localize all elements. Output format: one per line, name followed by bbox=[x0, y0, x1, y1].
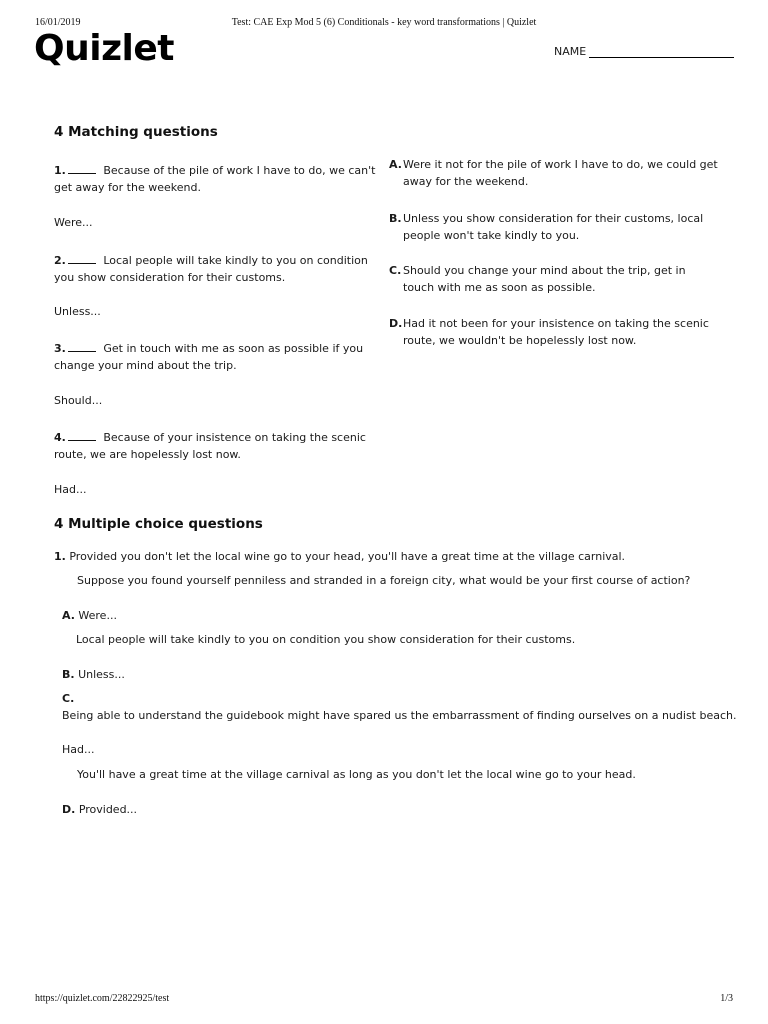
mc-question-1 bbox=[54, 548, 625, 565]
question-hint: Unless... bbox=[54, 305, 101, 318]
matching-question-1 bbox=[54, 162, 384, 196]
print-title: Test: CAE Exp Mod 5 (6) Conditionals - key word transformations | Quizlet bbox=[231, 17, 537, 28]
matching-heading: 4 Matching questions bbox=[54, 124, 218, 140]
question-text: Provided you don't let the local wine go to your head, you'll have a great time at the village carnival. bbox=[69, 550, 626, 563]
choice-letter: B. bbox=[62, 668, 75, 681]
matching-question-2 bbox=[54, 252, 384, 286]
option-text: Should you change your mind about the trip, get in touch with me as soon as possible. bbox=[403, 264, 686, 294]
name-field[interactable] bbox=[589, 57, 734, 58]
choice-text: Provided... bbox=[78, 803, 138, 816]
mc-line: You'll have a great time at the village carnival as long as you don't let the local wine go to your head. bbox=[77, 768, 636, 781]
question-number: 1. bbox=[54, 164, 66, 177]
print-date: 16/01/2019 bbox=[35, 17, 81, 28]
question-number: 2. bbox=[54, 254, 66, 267]
option-letter: C. bbox=[389, 264, 402, 277]
mc-line: Suppose you found yourself penniless and stranded in a foreign city, what would be your first course of action? bbox=[77, 574, 691, 587]
answer-blank[interactable] bbox=[68, 253, 96, 264]
question-text: Local people will take kindly to you on condition you show consideration for their customs. bbox=[54, 254, 368, 284]
answer-blank[interactable] bbox=[68, 430, 96, 441]
mc-line: Local people will take kindly to you on condition you show consideration for their customs. bbox=[76, 633, 576, 646]
choice-letter: D. bbox=[62, 803, 76, 816]
mc-choice-b[interactable] bbox=[62, 666, 125, 683]
answer-blank[interactable] bbox=[68, 163, 96, 174]
option-text: Unless you show consideration for their customs, local people won't take kindly to you. bbox=[403, 212, 704, 242]
name-label: NAME bbox=[554, 45, 587, 58]
question-hint: Had... bbox=[54, 483, 87, 496]
question-hint: Should... bbox=[54, 394, 103, 407]
choice-text: Were... bbox=[78, 609, 117, 622]
question-text: Get in touch with me as soon as possible if you change your mind about the trip. bbox=[54, 342, 364, 372]
matching-question-3 bbox=[54, 340, 384, 374]
mc-choice-d[interactable] bbox=[62, 801, 137, 818]
question-number: 1. bbox=[54, 550, 66, 563]
mc-choice-c[interactable]: C. bbox=[62, 692, 75, 705]
choice-text: Unless... bbox=[78, 668, 125, 681]
question-hint: Were... bbox=[54, 216, 93, 229]
question-number: 3. bbox=[54, 342, 66, 355]
multiple-choice-heading: 4 Multiple choice questions bbox=[54, 516, 263, 532]
quizlet-logo: Quizlet bbox=[34, 28, 174, 69]
mc-line: Had... bbox=[62, 743, 95, 756]
choice-letter: A. bbox=[62, 609, 75, 622]
footer-url: https://quizlet.com/22822925/test bbox=[35, 993, 170, 1004]
option-text: Were it not for the pile of work I have to do, we could get away for the weekend. bbox=[403, 158, 718, 188]
footer-page-number: 1/3 bbox=[720, 993, 733, 1004]
option-letter: A. bbox=[389, 158, 402, 171]
question-number: 4. bbox=[54, 431, 66, 444]
option-text: Had it not been for your insistence on taking the scenic route, we wouldn't be hopelessly lost now. bbox=[403, 317, 709, 347]
question-text: Because of your insistence on taking the scenic route, we are hopelessly lost now. bbox=[54, 431, 366, 461]
option-letter: D. bbox=[389, 317, 403, 330]
question-text: Because of the pile of work I have to do, we can't get away for the weekend. bbox=[54, 164, 376, 194]
answer-blank[interactable] bbox=[68, 341, 96, 352]
matching-question-4 bbox=[54, 429, 384, 463]
mc-choice-a[interactable] bbox=[62, 607, 117, 624]
option-letter: B. bbox=[389, 212, 402, 225]
mc-line: Being able to understand the guidebook might have spared us the embarrassment of finding ourselves on a nudist beach. bbox=[62, 709, 737, 722]
